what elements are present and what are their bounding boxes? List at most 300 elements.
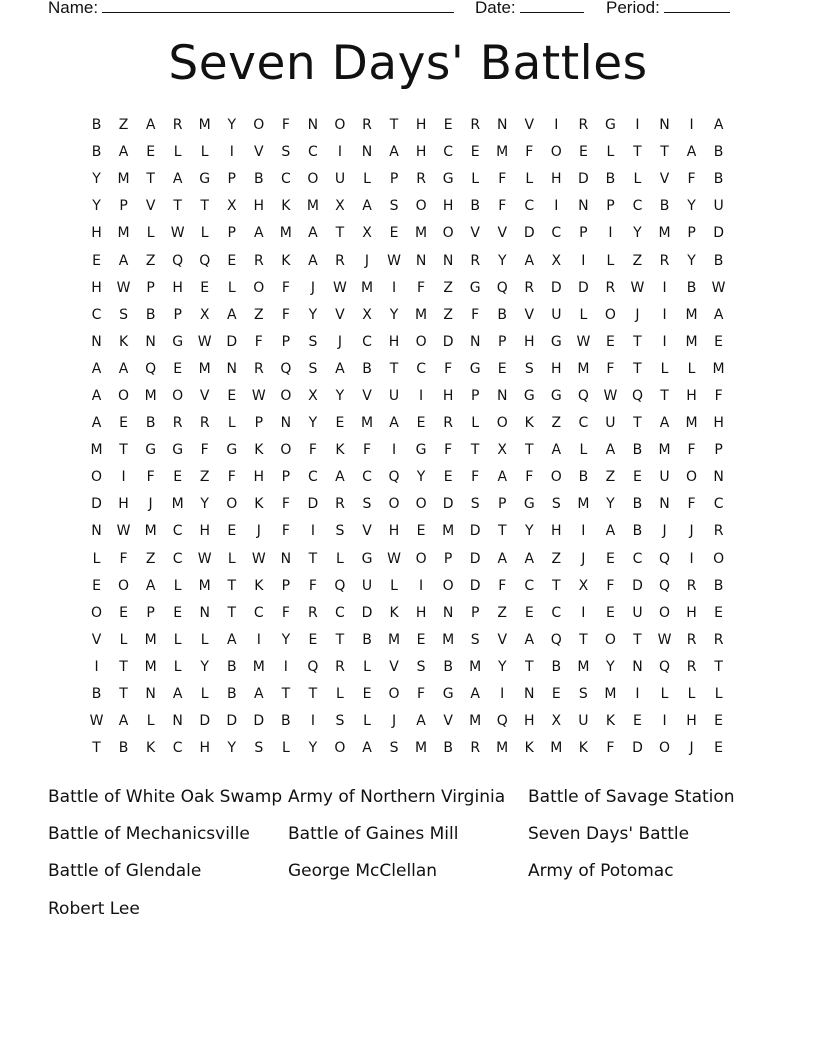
grid-letter: O — [550, 144, 562, 161]
grid-letter: D — [442, 333, 454, 350]
grid-letter: Y — [227, 117, 237, 134]
grid-letter: S — [470, 496, 480, 513]
grid-letter: P — [227, 171, 236, 188]
grid-letter: E — [578, 144, 588, 161]
grid-letter: R — [416, 171, 426, 188]
grid-letter: L — [687, 686, 696, 703]
grid-letter: O — [172, 387, 184, 404]
word-list-row — [48, 853, 768, 890]
grid-letter: A — [118, 360, 129, 377]
grid-letter: B — [226, 686, 237, 703]
grid-letter: H — [551, 523, 562, 540]
grid-letter: D — [91, 496, 102, 513]
grid-letter: P — [498, 496, 507, 513]
grid-letter: A — [524, 252, 535, 269]
grid-letter: A — [524, 550, 535, 567]
grid-letter: A — [686, 144, 697, 161]
grid-letter: G — [550, 333, 562, 350]
grid-letter: X — [551, 713, 562, 730]
grid-letter: L — [660, 686, 669, 703]
grid-letter: K — [578, 740, 588, 757]
grid-row — [83, 627, 733, 654]
grid-letter: Q — [334, 577, 346, 594]
word-list-item: Battle of Gaines Mill — [288, 823, 459, 844]
grid-row — [83, 356, 733, 383]
grid-letter: L — [146, 713, 155, 730]
grid-letter: T — [146, 171, 155, 188]
grid-letter: J — [364, 252, 370, 269]
grid-letter: T — [579, 631, 588, 648]
grid-letter: L — [200, 631, 209, 648]
grid-letter: L — [119, 631, 128, 648]
grid-letter: C — [524, 198, 535, 215]
period-field — [606, 0, 730, 17]
grid-letter: U — [551, 306, 562, 323]
grid-letter: Q — [388, 469, 400, 486]
grid-letter: I — [554, 117, 559, 134]
grid-letter: A — [497, 550, 508, 567]
grid-letter: N — [361, 144, 373, 161]
grid-letter: D — [632, 740, 643, 757]
grid-letter: E — [173, 360, 183, 377]
grid-letter: K — [389, 604, 399, 621]
grid-letter: A — [659, 415, 670, 432]
grid-letter: I — [391, 442, 397, 459]
grid-letter: B — [118, 740, 129, 757]
grid-letter: W — [630, 279, 645, 296]
grid-letter: U — [713, 198, 724, 215]
grid-letter: W — [251, 387, 266, 404]
grid-letter: N — [307, 117, 319, 134]
grid-letter: A — [172, 686, 183, 703]
grid-letter: F — [687, 171, 696, 188]
grid-letter: A — [91, 360, 102, 377]
grid-letter: K — [605, 713, 615, 730]
grid-letter: I — [662, 713, 667, 730]
grid-letter: R — [686, 658, 697, 675]
grid-letter: T — [633, 144, 642, 161]
grid-letter: Z — [551, 415, 562, 432]
grid-letter: H — [713, 415, 724, 432]
grid-letter: Q — [199, 252, 211, 269]
grid-letter: T — [389, 360, 399, 377]
grid-letter: G — [172, 333, 184, 350]
grid-letter: O — [91, 469, 103, 486]
grid-letter: H — [524, 713, 535, 730]
word-list-item: Battle of Mechanicsville — [48, 823, 250, 844]
grid-letter: E — [524, 604, 534, 621]
grid-letter: C — [172, 523, 183, 540]
grid-letter: D — [199, 713, 211, 730]
grid-letter: W — [197, 333, 212, 350]
grid-letter: J — [337, 333, 343, 350]
grid-letter: A — [362, 740, 372, 757]
grid-letter: Z — [551, 550, 562, 567]
grid-letter: K — [335, 442, 345, 459]
grid-letter: L — [363, 713, 371, 730]
grid-letter: B — [686, 279, 697, 296]
grid-letter: T — [200, 198, 209, 215]
grid-letter: M — [658, 225, 671, 242]
grid-row — [83, 546, 733, 573]
grid-letter: F — [444, 442, 453, 459]
grid-letter: D — [550, 279, 562, 296]
name-field — [48, 0, 454, 17]
grid-letter: Y — [687, 198, 696, 215]
grid-letter: F — [362, 442, 372, 459]
grid-letter: B — [91, 686, 102, 703]
grid-letter: H — [253, 469, 265, 486]
grid-letter: A — [713, 117, 724, 134]
grid-letter: E — [714, 604, 724, 621]
grid-letter: K — [118, 333, 129, 350]
grid-letter: S — [389, 198, 399, 215]
grid-letter: F — [308, 577, 317, 594]
grid-letter: B — [632, 496, 643, 513]
grid-letter: L — [363, 171, 371, 188]
grid-letter: I — [419, 387, 424, 404]
grid-letter: L — [146, 225, 155, 242]
grid-letter: E — [227, 523, 237, 540]
grid-letter: P — [498, 333, 507, 350]
grid-letter: O — [388, 686, 400, 703]
grid-letter: M — [442, 523, 455, 540]
grid-letter: A — [172, 171, 183, 188]
grid-row — [83, 681, 733, 708]
grid-letter: M — [171, 496, 184, 513]
grid-letter: J — [148, 496, 153, 513]
grid-letter: J — [391, 713, 397, 730]
grid-letter: V — [524, 117, 535, 134]
grid-letter: T — [660, 144, 669, 161]
grid-letter: O — [442, 225, 454, 242]
grid-letter: B — [226, 658, 237, 675]
grid-letter: A — [362, 198, 372, 215]
grid-letter: T — [227, 577, 237, 594]
grid-letter: L — [525, 171, 534, 188]
grid-letter: O — [334, 740, 346, 757]
grid-letter: G — [145, 442, 157, 459]
grid-letter: H — [388, 523, 400, 540]
grid-row — [83, 193, 733, 220]
grid-letter: H — [551, 360, 562, 377]
grid-letter: N — [469, 333, 481, 350]
grid-letter: I — [662, 306, 667, 323]
grid-letter: O — [388, 496, 400, 513]
grid-letter: I — [662, 279, 667, 296]
grid-letter: O — [604, 631, 616, 648]
grid-letter: N — [442, 252, 454, 269]
grid-letter: C — [308, 469, 318, 486]
grid-letter: O — [415, 333, 427, 350]
grid-letter: F — [254, 333, 263, 350]
grid-letter: M — [415, 306, 428, 323]
grid-letter: Q — [631, 387, 643, 404]
grid-letter: H — [199, 523, 210, 540]
grid-letter: P — [470, 387, 480, 404]
grid-letter: Y — [308, 740, 318, 757]
grid-letter: A — [118, 144, 129, 161]
grid-letter: J — [662, 523, 667, 540]
grid-letter: B — [713, 577, 724, 594]
grid-letter: R — [659, 252, 670, 269]
word-list-item: Battle of Savage Station — [528, 786, 735, 807]
grid-letter: N — [145, 686, 156, 703]
grid-letter: B — [254, 171, 264, 188]
grid-letter: F — [525, 144, 534, 161]
grid-letter: L — [363, 658, 371, 675]
grid-letter: K — [281, 198, 291, 215]
grid-letter: B — [91, 117, 102, 134]
grid-letter: R — [578, 117, 589, 134]
grid-letter: R — [470, 252, 481, 269]
name-label: Name: — [48, 0, 99, 17]
grid-letter: H — [686, 604, 697, 621]
grid-letter: E — [714, 740, 724, 757]
grid-letter: B — [443, 740, 453, 757]
grid-letter: Y — [92, 198, 101, 215]
word-list-row — [48, 815, 768, 852]
grid-letter: P — [227, 225, 236, 242]
grid-letter: M — [198, 360, 211, 377]
grid-letter: M — [496, 144, 509, 161]
grid-letter: U — [334, 171, 346, 188]
grid-letter: I — [554, 198, 559, 215]
grid-letter: A — [470, 686, 480, 703]
grid-letter: O — [686, 469, 698, 486]
grid-letter: J — [689, 740, 694, 757]
grid-letter: T — [633, 360, 642, 377]
grid-letter: Y — [687, 252, 696, 269]
grid-letter: Y — [227, 740, 237, 757]
grid-letter: Q — [658, 577, 671, 594]
grid-letter: Q — [172, 252, 184, 269]
grid-row — [83, 139, 733, 166]
grid-letter: G — [469, 360, 481, 377]
grid-letter: I — [310, 523, 315, 540]
grid-letter: N — [280, 415, 292, 432]
grid-row — [83, 275, 733, 302]
grid-letter: D — [577, 279, 589, 296]
grid-letter: L — [606, 252, 615, 269]
grid-letter: I — [581, 523, 586, 540]
grid-letter: H — [91, 279, 102, 296]
grid-letter: S — [308, 333, 318, 350]
grid-letter: A — [524, 631, 535, 648]
grid-letter: T — [633, 333, 642, 350]
grid-letter: E — [227, 387, 237, 404]
grid-letter: L — [714, 686, 723, 703]
grid-letter: C — [713, 496, 724, 513]
grid-letter: M — [279, 225, 292, 242]
grid-letter: L — [660, 360, 669, 377]
grid-letter: Z — [118, 117, 129, 134]
grid-letter: I — [689, 550, 694, 567]
grid-letter: T — [281, 686, 291, 703]
grid-letter: T — [227, 604, 237, 621]
grid-letter: P — [281, 577, 291, 594]
grid-letter: W — [387, 550, 401, 567]
grid-letter: M — [360, 279, 374, 296]
grid-row — [83, 383, 733, 410]
grid-letter: U — [388, 387, 400, 404]
grid-letter: M — [604, 686, 617, 703]
grid-letter: P — [281, 333, 291, 350]
grid-letter: X — [226, 198, 237, 215]
grid-letter: R — [335, 496, 345, 513]
grid-letter: F — [281, 117, 290, 134]
grid-letter: S — [119, 306, 129, 323]
grid-letter: P — [281, 469, 291, 486]
grid-letter: O — [307, 171, 319, 188]
grid-letter: G — [442, 686, 454, 703]
grid-letter: V — [199, 387, 210, 404]
grid-letter: G — [442, 171, 454, 188]
grid-letter: M — [90, 442, 103, 459]
grid-row — [83, 112, 733, 139]
grid-letter: U — [578, 713, 589, 730]
grid-letter: H — [442, 198, 454, 215]
grid-letter: V — [497, 225, 508, 242]
grid-letter: W — [116, 523, 131, 540]
grid-letter: S — [416, 658, 426, 675]
date-field — [475, 0, 584, 17]
grid-letter: C — [524, 577, 535, 594]
grid-letter: E — [227, 252, 237, 269]
grid-letter: B — [632, 442, 643, 459]
grid-letter: N — [632, 658, 643, 675]
grid-letter: I — [391, 279, 397, 296]
grid-letter: C — [172, 550, 183, 567]
grid-letter: G — [199, 171, 211, 188]
grid-letter: Q — [280, 360, 292, 377]
grid-letter: B — [659, 198, 670, 215]
grid-letter: E — [714, 713, 724, 730]
grid-letter: I — [662, 333, 667, 350]
grid-letter: F — [471, 469, 480, 486]
grid-letter: O — [415, 198, 427, 215]
grid-letter: I — [419, 577, 424, 594]
grid-letter: F — [525, 469, 534, 486]
grid-letter: G — [415, 442, 427, 459]
grid-letter: R — [253, 360, 264, 377]
grid-letter: P — [254, 415, 264, 432]
grid-letter: L — [200, 144, 209, 161]
grid-letter: A — [226, 631, 237, 648]
grid-letter: F — [606, 577, 615, 594]
grid-letter: A — [254, 686, 264, 703]
grid-letter: M — [306, 198, 319, 215]
grid-letter: U — [361, 577, 373, 594]
grid-letter: Y — [497, 658, 507, 675]
grid-letter: G — [361, 550, 373, 567]
grid-letter: M — [658, 442, 671, 459]
grid-letter: D — [713, 225, 724, 242]
grid-letter: R — [686, 631, 697, 648]
grid-letter: I — [581, 252, 586, 269]
grid-letter: B — [145, 306, 156, 323]
grid-letter: J — [310, 279, 315, 296]
grid-letter: Z — [145, 550, 156, 567]
grid-letter: E — [443, 117, 453, 134]
grid-letter: A — [605, 442, 616, 459]
grid-letter: R — [713, 523, 724, 540]
word-list-item: George McClellan — [288, 861, 438, 882]
grid-letter: F — [687, 496, 696, 513]
grid-letter: C — [551, 225, 562, 242]
word-list-item: Seven Days' Battle — [528, 823, 690, 844]
grid-letter: S — [335, 713, 345, 730]
grid-letter: B — [145, 415, 156, 432]
grid-letter: L — [687, 360, 696, 377]
grid-letter: F — [227, 469, 236, 486]
grid-letter: B — [91, 144, 102, 161]
word-list — [48, 778, 768, 927]
grid-letter: K — [254, 577, 264, 594]
grid-letter: H — [199, 740, 210, 757]
grid-letter: H — [415, 117, 427, 134]
grid-letter: R — [470, 740, 481, 757]
grid-letter: E — [173, 469, 183, 486]
grid-letter: G — [226, 442, 238, 459]
grid-letter: O — [334, 117, 346, 134]
grid-letter: J — [689, 523, 694, 540]
grid-letter: F — [308, 442, 317, 459]
grid-row — [83, 600, 733, 627]
grid-letter: D — [469, 523, 481, 540]
grid-letter: B — [632, 523, 643, 540]
grid-letter: E — [416, 523, 426, 540]
grid-letter: H — [253, 198, 265, 215]
grid-letter: A — [91, 387, 102, 404]
grid-letter: G — [172, 442, 184, 459]
grid-letter: A — [416, 713, 426, 730]
grid-letter: D — [226, 713, 238, 730]
grid-letter: F — [281, 523, 290, 540]
period-blank — [664, 0, 730, 13]
grid-letter: L — [200, 225, 209, 242]
date-blank — [520, 0, 584, 13]
grid-letter: K — [524, 740, 534, 757]
grid-letter: Y — [524, 523, 534, 540]
grid-letter: T — [119, 686, 128, 703]
grid-letter: Z — [199, 469, 210, 486]
grid-letter: C — [280, 171, 291, 188]
grid-letter: C — [172, 740, 183, 757]
grid-letter: M — [685, 333, 698, 350]
grid-letter: F — [498, 198, 507, 215]
grid-letter: B — [281, 713, 291, 730]
word-list-item: Battle of Glendale — [48, 861, 202, 882]
grid-letter: N — [659, 496, 670, 513]
grid-letter: K — [146, 740, 156, 757]
grid-letter: L — [173, 577, 182, 594]
grid-letter: F — [281, 604, 290, 621]
grid-letter: L — [336, 550, 344, 567]
grid-letter: H — [415, 604, 427, 621]
grid-letter: X — [362, 225, 372, 242]
grid-letter: F — [498, 171, 507, 188]
grid-letter: Q — [496, 713, 508, 730]
grid-letter: W — [657, 631, 672, 648]
grid-letter: E — [200, 279, 210, 296]
grid-row — [83, 410, 733, 437]
grid-letter: B — [551, 658, 562, 675]
grid-letter: M — [144, 523, 157, 540]
grid-row — [83, 464, 733, 491]
grid-letter: A — [605, 523, 616, 540]
grid-letter: Z — [443, 306, 453, 323]
